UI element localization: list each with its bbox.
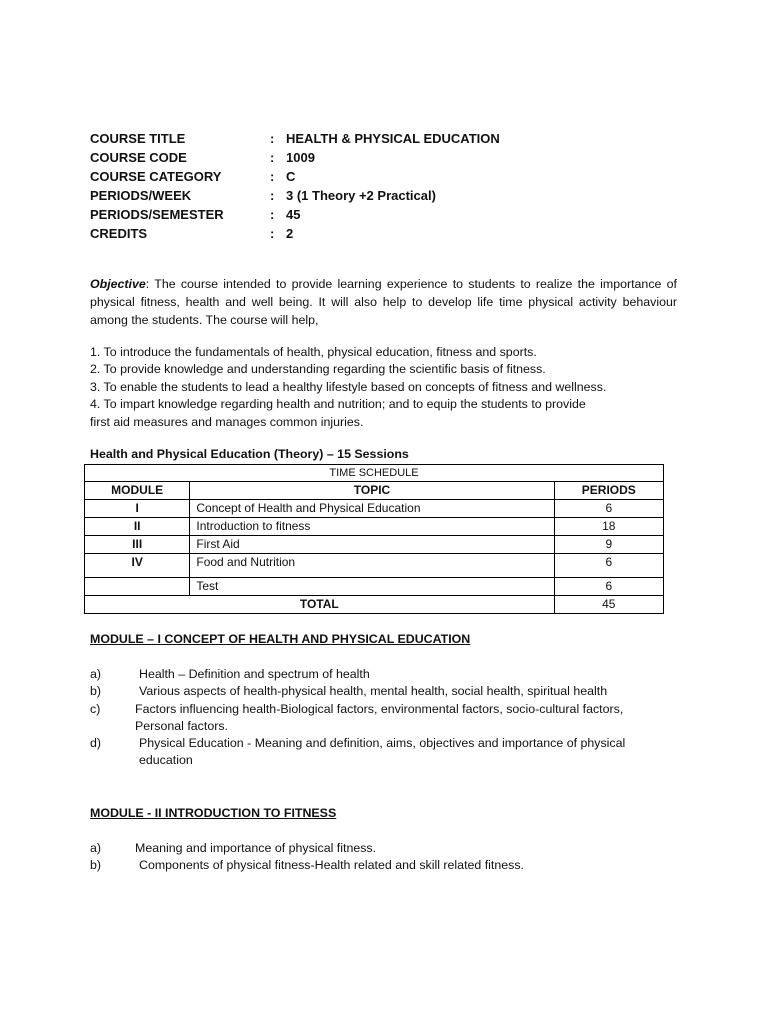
list-marker: a) xyxy=(90,841,102,855)
course-title-label: COURSE TITLE xyxy=(90,131,186,146)
credits-label: CREDITS xyxy=(90,226,148,241)
module-2-heading: MODULE - II INTRODUCTION TO FITNESS xyxy=(90,806,337,820)
list-item xyxy=(90,666,690,683)
list-item xyxy=(90,840,690,857)
objective-label: Objective xyxy=(90,277,146,291)
table-row xyxy=(85,518,664,536)
periods-semester-value: 45 xyxy=(286,207,301,222)
module-2-list xyxy=(90,840,690,875)
column-header-topic: TOPIC xyxy=(190,482,554,500)
goals-list xyxy=(90,344,690,431)
time-schedule-table xyxy=(84,464,664,614)
course-category-value: C xyxy=(286,169,296,184)
module-cell: II xyxy=(85,518,190,536)
course-info-block xyxy=(90,129,500,243)
topic-cell: Introduction to fitness xyxy=(190,518,554,536)
topic-cell: First Aid xyxy=(190,536,554,554)
goal-item: 3. To enable the students to lead a healthy lifestyle based on concepts of fitness and wellness. xyxy=(90,379,607,394)
table-title: TIME SCHEDULE xyxy=(85,465,664,482)
column-header-module: MODULE xyxy=(85,482,190,500)
list-text: Various aspects of health-physical health, mental health, social health, spiritual health xyxy=(139,684,608,699)
module-cell: III xyxy=(85,536,190,554)
list-item xyxy=(90,701,690,736)
periods-week-value: 3 (1 Theory +2 Practical) xyxy=(286,188,436,203)
list-marker: c) xyxy=(90,701,101,716)
course-title-value: HEALTH & PHYSICAL EDUCATION xyxy=(286,131,500,146)
topic-cell: Concept of Health and Physical Education xyxy=(190,500,554,518)
periods-cell: 6 xyxy=(554,554,663,578)
colon: : xyxy=(270,169,275,184)
table-title-row xyxy=(85,465,664,482)
list-marker: b) xyxy=(90,858,102,873)
course-info-row xyxy=(90,205,500,224)
goal-item: 4. To impart knowledge regarding health and nutrition; and to equip the students to provide xyxy=(90,397,586,412)
topic-cell: Food and Nutrition xyxy=(190,554,554,578)
module-1-list xyxy=(90,666,690,770)
table-row xyxy=(85,578,664,596)
periods-week-label: PERIODS/WEEK xyxy=(90,188,192,203)
list-item xyxy=(90,857,690,874)
table-total-row xyxy=(85,596,664,614)
list-text: Meaning and importance of physical fitness. xyxy=(135,841,377,855)
table-row xyxy=(85,554,664,578)
total-value: 45 xyxy=(554,596,663,614)
list-marker: b) xyxy=(90,684,102,699)
total-label: TOTAL xyxy=(85,596,555,614)
course-info-row xyxy=(90,224,500,243)
course-category-label: COURSE CATEGORY xyxy=(90,169,222,184)
table-header-row xyxy=(85,482,664,500)
colon: : xyxy=(270,226,275,241)
list-item xyxy=(90,683,690,700)
credits-value: 2 xyxy=(286,226,294,241)
table-heading: Health and Physical Education (Theory) – 15 Sessions xyxy=(90,447,409,461)
module-1-heading: MODULE – I CONCEPT OF HEALTH AND PHYSICAL EDUCATION xyxy=(90,632,471,646)
topic-cell: Test xyxy=(190,578,554,596)
list-item xyxy=(90,735,690,770)
periods-cell: 6 xyxy=(554,578,663,596)
course-info-row xyxy=(90,167,500,186)
periods-cell: 6 xyxy=(554,500,663,518)
goal-item: 2. To provide knowledge and understanding regarding the scientific basis of fitness. xyxy=(90,362,546,377)
objective-paragraph xyxy=(90,275,677,329)
module-cell: IV xyxy=(85,554,190,578)
periods-semester-label: PERIODS/SEMESTER xyxy=(90,207,224,222)
list-text: Factors influencing health-Biological factors, environmental factors, socio-cultural factors, Personal factors. xyxy=(135,701,624,733)
periods-cell: 18 xyxy=(554,518,663,536)
colon: : xyxy=(270,131,275,146)
list-text: Physical Education - Meaning and definition, aims, objectives and importance of physical education xyxy=(139,736,626,768)
course-code-label: COURSE CODE xyxy=(90,150,187,165)
course-info-row xyxy=(90,129,500,148)
colon: : xyxy=(270,188,275,203)
list-marker: d) xyxy=(90,736,102,751)
goal-item: 1. To introduce the fundamentals of health, physical education, fitness and sports. xyxy=(90,345,537,359)
objective-text: : The course intended to provide learning experience to students to realize the importance of physical fitness, health and well being. It will also help to develop life time physical activity behaviour among the students. The course will help, xyxy=(90,277,677,327)
column-header-periods: PERIODS xyxy=(554,482,663,500)
table-row xyxy=(85,536,664,554)
course-info-row xyxy=(90,148,500,167)
module-cell xyxy=(85,578,190,596)
course-code-value: 1009 xyxy=(286,150,315,165)
table-row xyxy=(85,500,664,518)
goal-item: first aid measures and manages common injuries. xyxy=(90,414,364,429)
list-text: Components of physical fitness-Health related and skill related fitness. xyxy=(139,858,524,873)
colon: : xyxy=(270,150,275,165)
list-text: Health – Definition and spectrum of health xyxy=(139,667,370,681)
periods-cell: 9 xyxy=(554,536,663,554)
course-info-row xyxy=(90,186,500,205)
module-cell: I xyxy=(85,500,190,518)
colon: : xyxy=(270,207,275,222)
list-marker: a) xyxy=(90,667,102,681)
